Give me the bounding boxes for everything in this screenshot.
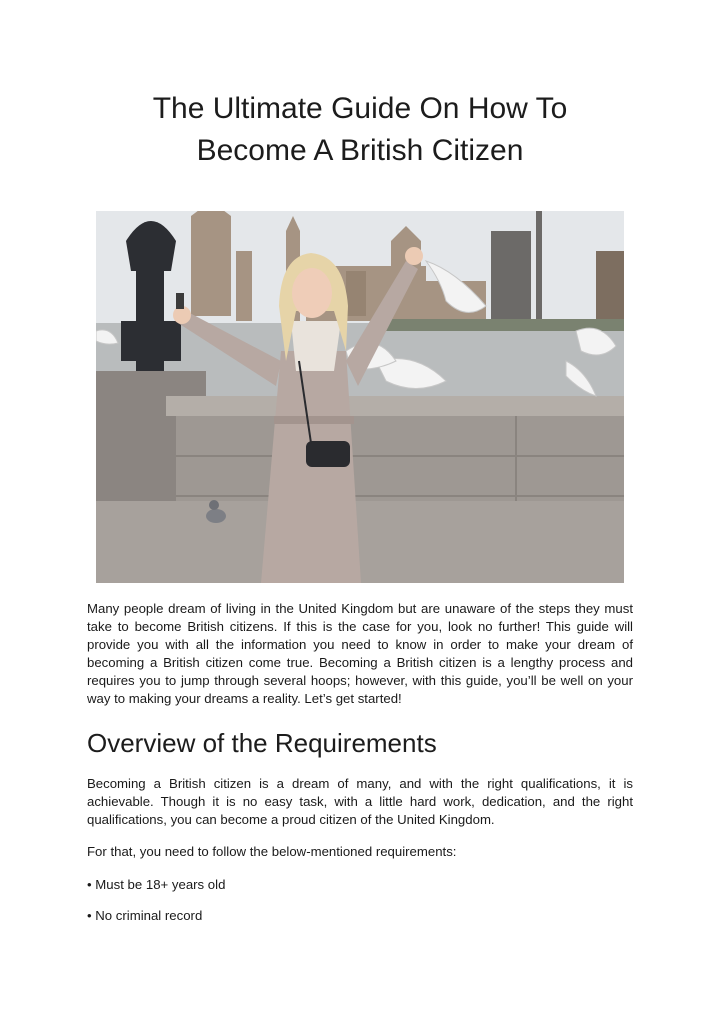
requirements-paragraph-1: Becoming a British citizen is a dream of many, and with the right qualifications, it is achievable. Though it is no easy task, with a little hard work, dedication, and the right qualifications, you can become a proud citizen of the United Kingdom.	[87, 776, 633, 827]
title-line-2: Become A British Citizen	[196, 134, 524, 167]
page-title	[0, 88, 720, 172]
requirement-bullet-criminal-record: • No criminal record	[87, 908, 203, 923]
section-heading: Overview of the Requirements	[87, 728, 437, 758]
requirements-paragraph-2: For that, you need to follow the below-mentioned requirements:	[87, 844, 457, 859]
requirement-bullet-age: • Must be 18+ years old	[87, 877, 226, 892]
hero-photo	[96, 211, 624, 583]
title-line-1: The Ultimate Guide On How To	[152, 92, 568, 125]
intro-paragraph: Many people dream of living in the United Kingdom but are unaware of the steps they must take to become British citizens. If this is the case for you, look no further! This guide will provide you with all the information you need to know in order to make your dream of becoming a British citizen come true. Becoming a British citizen is a lengthy process and requires you to jump through several hoops; however, with this guide, you’ll be well on your way to making your dreams a reality. Let’s get started!	[87, 601, 633, 706]
